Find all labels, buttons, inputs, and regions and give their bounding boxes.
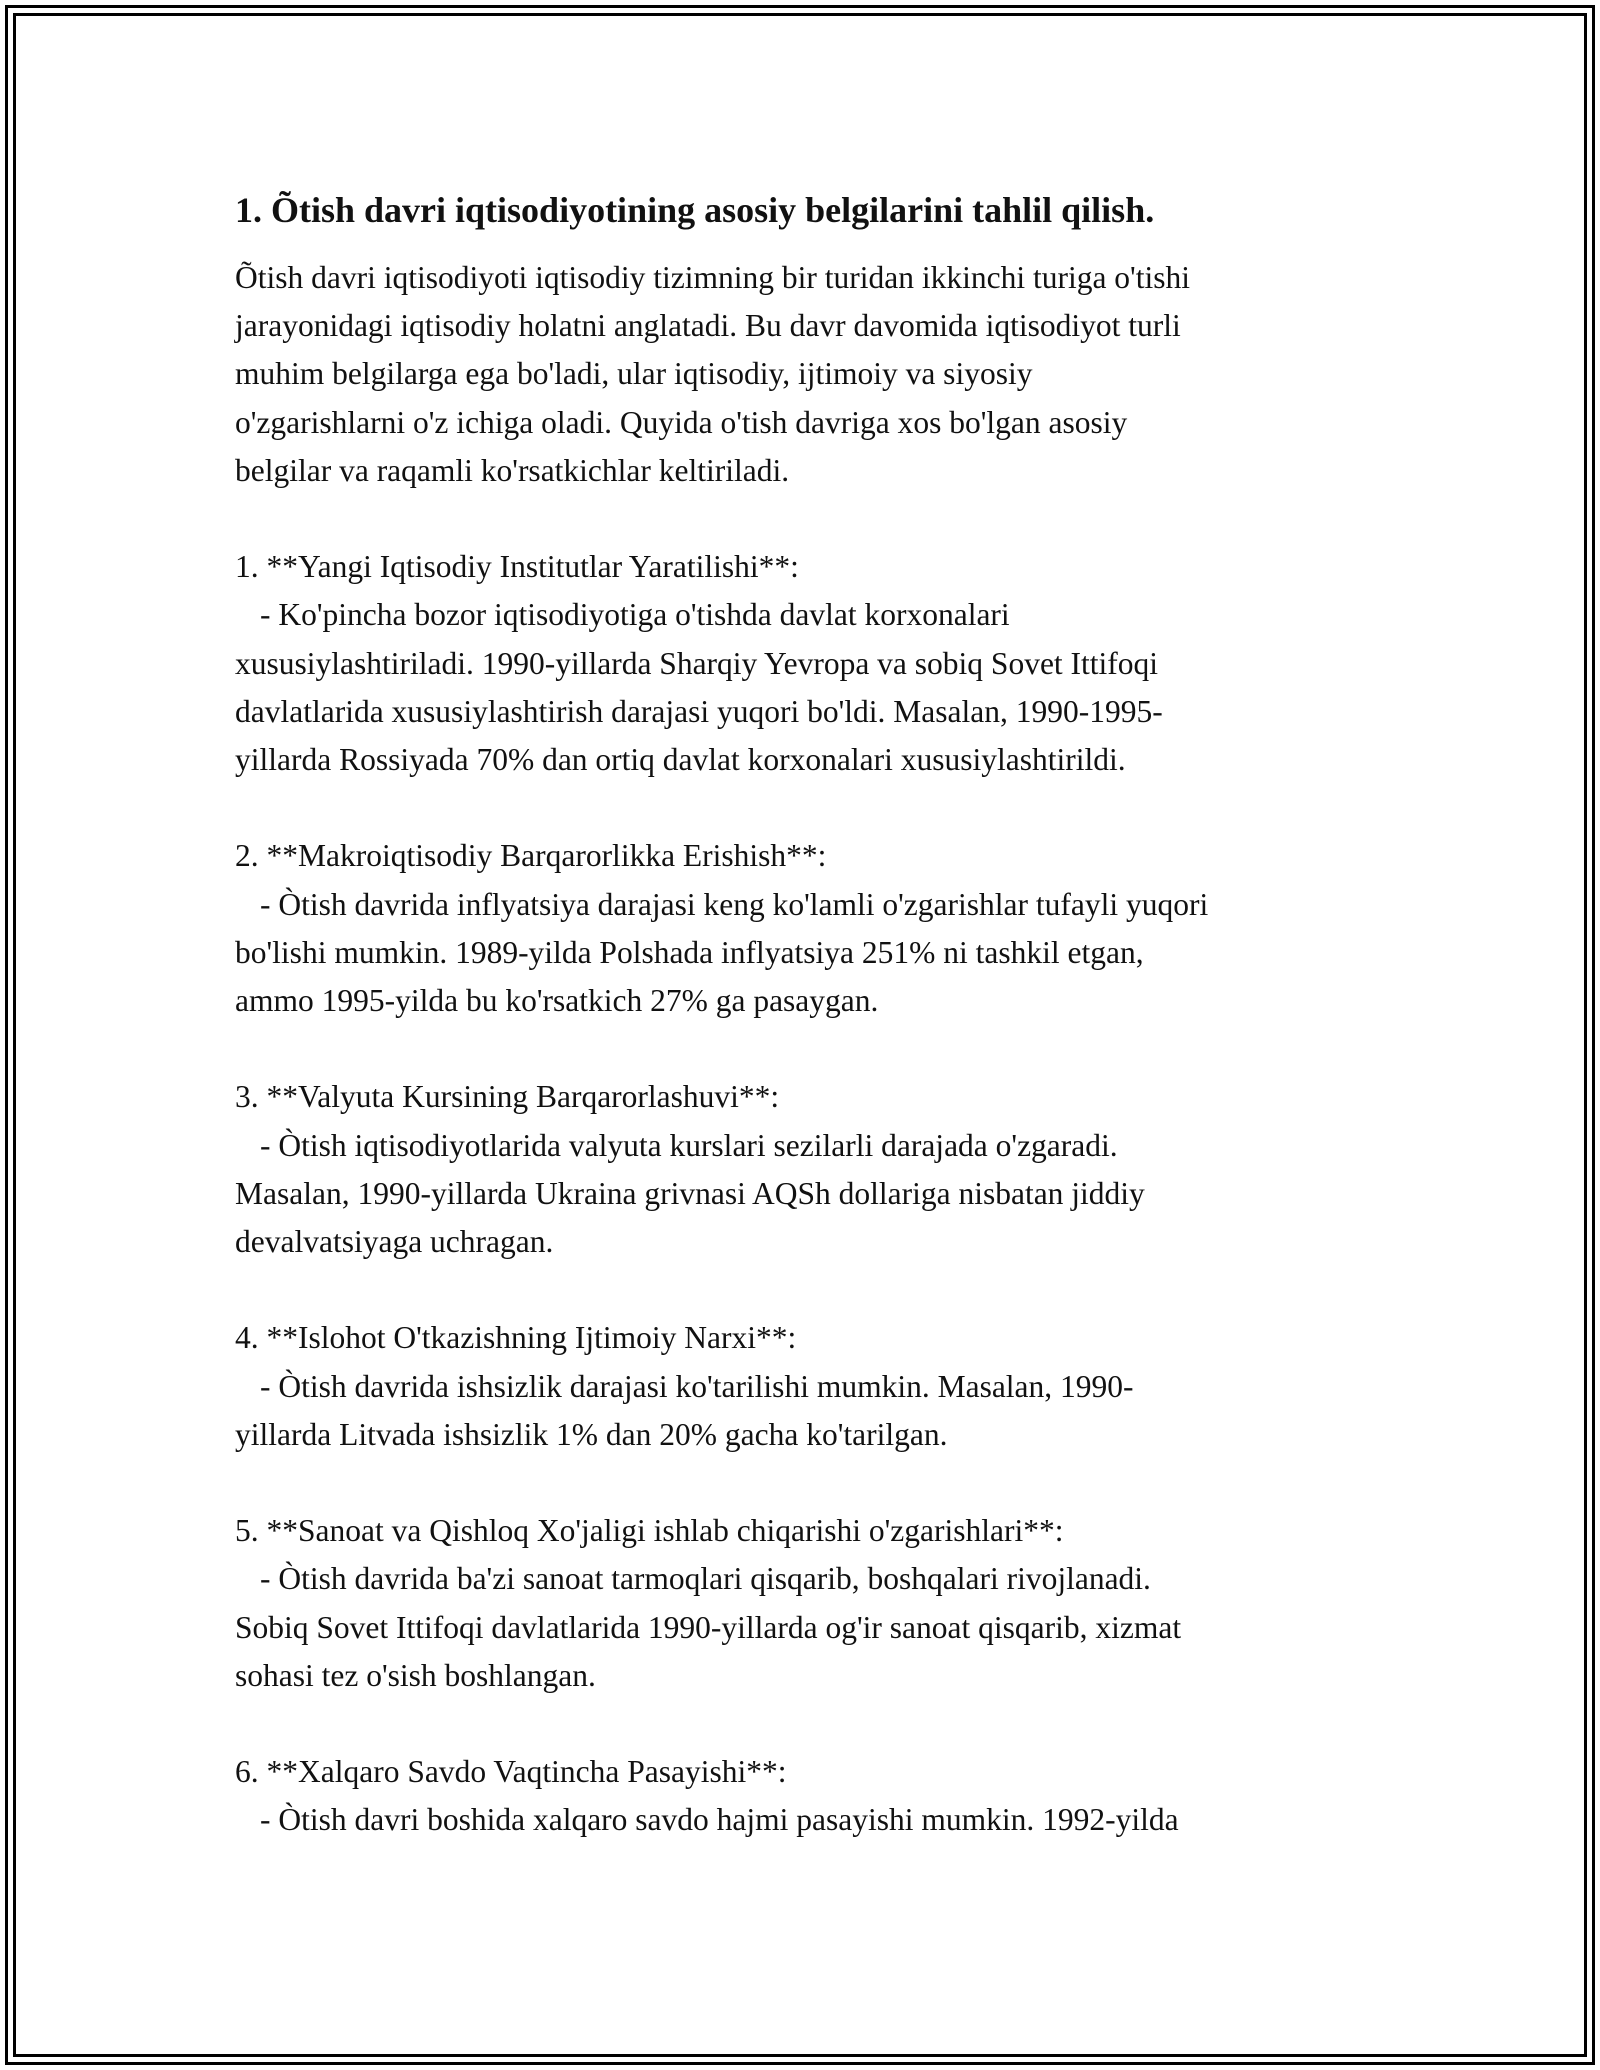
list-item-2 — [235, 832, 1395, 1025]
item-title: 5. **Sanoat va Qishloq Xo'jaligi ishlab chiqarishi o'zgarishlari**: — [235, 1513, 1064, 1549]
item-line: devalvatsiyaga uchragan. — [235, 1224, 554, 1260]
spacer — [235, 1025, 1395, 1073]
item-title: 1. **Yangi Iqtisodiy Institutlar Yaratilishi**: — [235, 549, 799, 585]
item-line: - Òtish davrida ishsizlik darajasi ko'tarilishi mumkin. Masalan, 1990- — [260, 1368, 1134, 1404]
list-item-3 — [235, 1073, 1395, 1266]
intro-line: Õtish davri iqtisodiyoti iqtisodiy tizimning bir turidan ikkinchi turiga o'tishi — [235, 260, 1190, 295]
item-line: - Òtish davrida inflyatsiya darajasi keng ko'lamli o'zgarishlar tufayli yuqori — [260, 886, 1209, 922]
item-line: Sobiq Sovet Ittifoqi davlatlarida 1990-yillarda og'ir sanoat qisqarib, xizmat — [235, 1609, 1182, 1645]
item-line: bo'lishi mumkin. 1989-yilda Polshada inflyatsiya 251% ni tashkil etgan, — [235, 934, 1144, 970]
item-line: sohasi tez o'sish boshlangan. — [235, 1657, 596, 1693]
list-item-4 — [235, 1314, 1395, 1459]
document-heading: 1. Õtish davri iqtisodiyotining asosiy belgilarini tahlil qilish. — [235, 190, 1155, 230]
item-line: ammo 1995-yilda bu ko'rsatkich 27% ga pasaygan. — [235, 983, 879, 1019]
item-line: - Òtish davrida ba'zi sanoat tarmoqlari qisqarib, boshqalari rivojlanadi. — [260, 1561, 1151, 1597]
intro-line: jarayonidagi iqtisodiy holatni anglatadi. Bu davr davomida iqtisodiyot turli — [235, 308, 1181, 344]
item-line: davlatlarida xususiylashtirish darajasi yuqori bo'ldi. Masalan, 1990-1995- — [235, 693, 1163, 729]
list-item-5 — [235, 1507, 1395, 1700]
intro-line: muhim belgilarga ega bo'ladi, ular iqtisodiy, ijtimoiy va siyosiy — [235, 356, 1033, 392]
intro-line: o'zgarishlarni o'z ichiga oladi. Quyida o'tish davriga xos bo'lgan asosiy — [235, 404, 1128, 440]
item-title: 2. **Makroiqtisodiy Barqarorlikka Erishish**: — [235, 838, 827, 874]
item-line: yillarda Rossiyada 70% dan ortiq davlat korxonalari xususiylashtirildi. — [235, 742, 1126, 778]
spacer — [235, 784, 1395, 832]
item-title: 6. **Xalqaro Savdo Vaqtincha Pasayishi**: — [235, 1754, 787, 1790]
intro-line: belgilar va raqamli ko'rsatkichlar keltiriladi. — [235, 452, 790, 488]
spacer — [235, 1266, 1395, 1314]
item-line: Masalan, 1990-yillarda Ukraina grivnasi AQSh dollariga nisbatan jiddiy — [235, 1175, 1145, 1211]
item-line: yillarda Litvada ishsizlik 1% dan 20% gacha ko'tarilgan. — [235, 1416, 948, 1452]
spacer — [235, 1459, 1395, 1507]
item-title: 4. **Islohot O'tkazishning Ijtimoiy Narxi**: — [235, 1320, 797, 1356]
spacer — [235, 495, 1395, 543]
list-item-6 — [235, 1748, 1395, 1844]
item-line: - Òtish davri boshida xalqaro savdo hajmi pasayishi mumkin. 1992-yilda — [260, 1802, 1179, 1838]
item-title: 3. **Valyuta Kursining Barqarorlashuvi**: — [235, 1079, 780, 1115]
item-line: - Òtish iqtisodiyotlarida valyuta kurslari sezilarli darajada o'zgaradi. — [260, 1127, 1118, 1163]
document-body — [235, 186, 1395, 1845]
spacer — [235, 1700, 1395, 1748]
list-item-1 — [235, 543, 1395, 784]
item-line: xususiylashtiriladi. 1990-yillarda Sharqiy Yevropa va sobiq Sovet Ittifoqi — [235, 645, 1159, 681]
intro-paragraph — [235, 254, 1395, 495]
item-line: - Ko'pincha bozor iqtisodiyotiga o'tishda davlat korxonalari — [260, 597, 1010, 633]
